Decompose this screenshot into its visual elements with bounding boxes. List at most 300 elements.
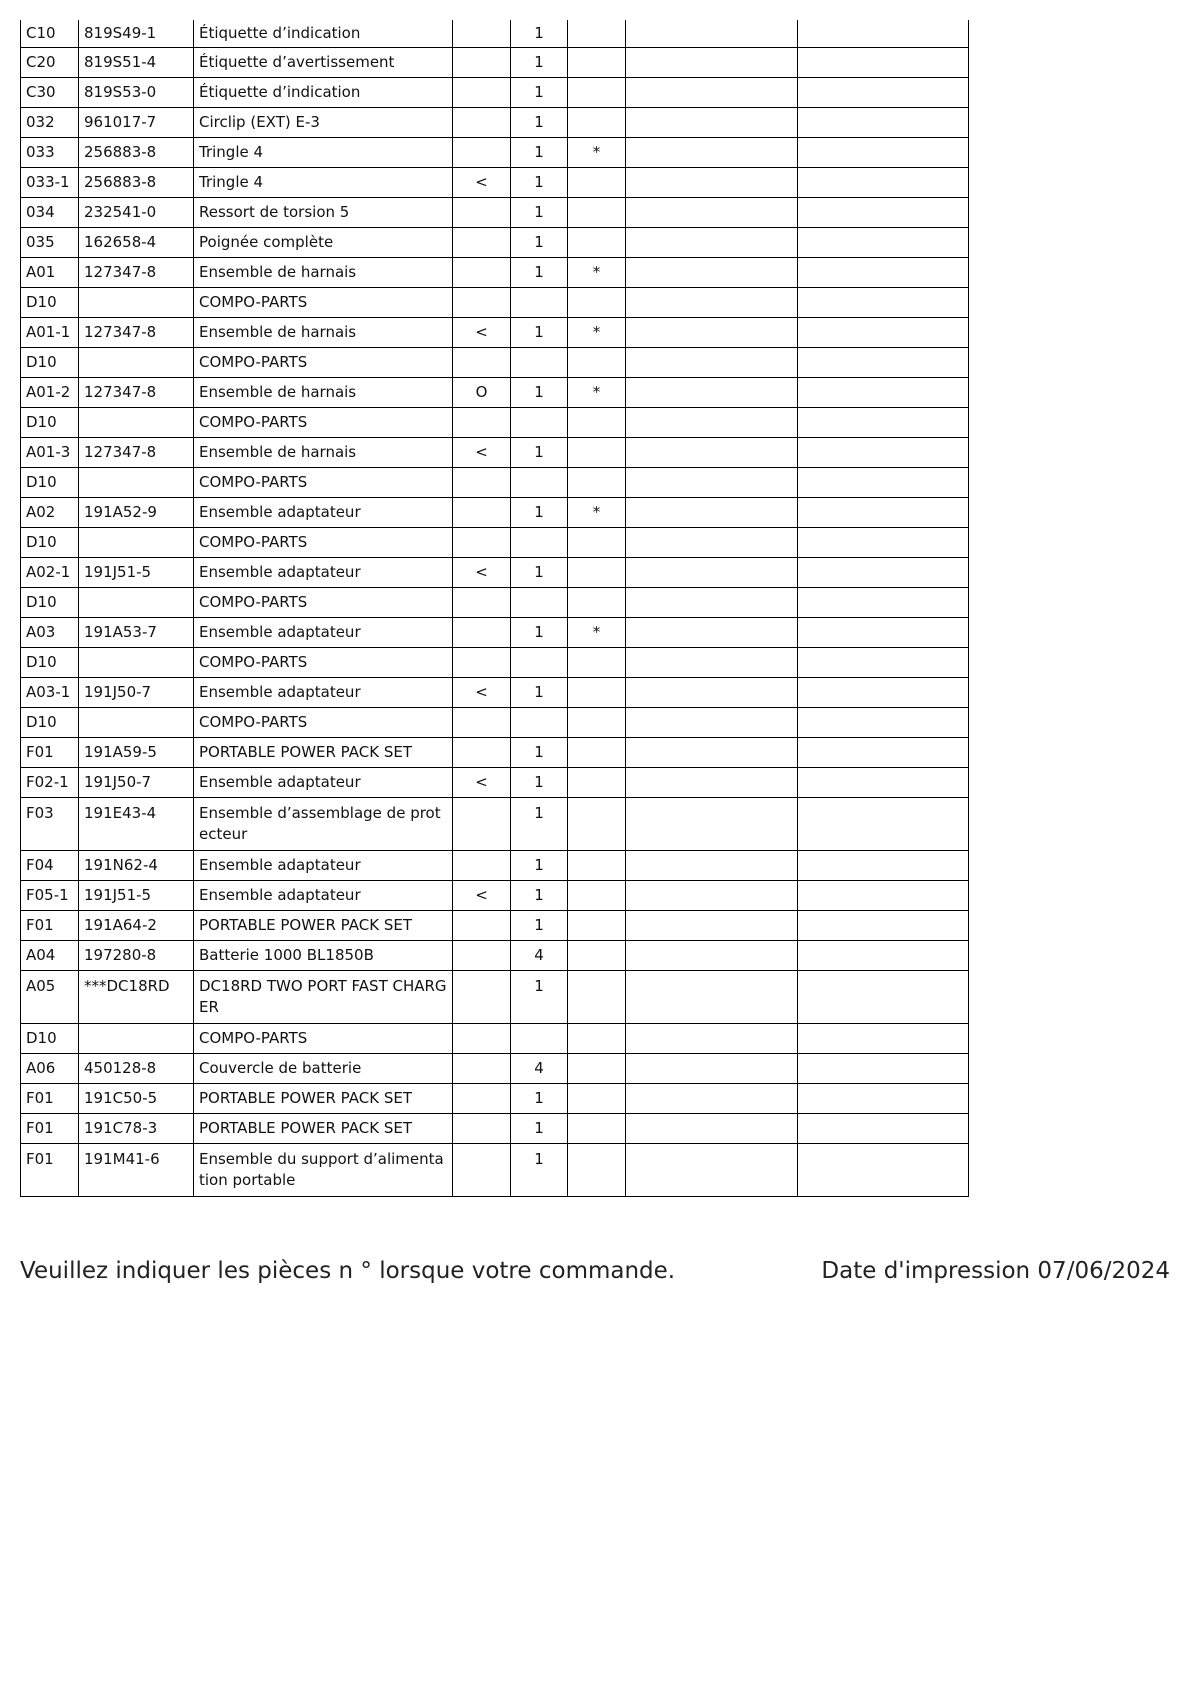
item-number-cell: C20 [21,47,79,77]
item-number-cell: F04 [21,850,79,880]
table-row [21,137,969,167]
part-number-cell [79,1023,194,1053]
item-number-cell: C30 [21,77,79,107]
description-cell: COMPO-PARTS [194,707,453,737]
quantity-cell: 1 [511,797,568,850]
note-cell [568,557,626,587]
description-cell: COMPO-PARTS [194,347,453,377]
note-cell [568,437,626,467]
note-cell: * [568,317,626,347]
description-cell: Couvercle de batterie [194,1053,453,1083]
blank-cell [798,850,969,880]
part-number-cell: 819S53-0 [79,77,194,107]
blank-cell [798,1113,969,1143]
blank-cell [626,910,798,940]
part-number-cell: 197280-8 [79,940,194,970]
blank-cell [626,797,798,850]
item-number-cell: 035 [21,227,79,257]
description-cell: COMPO-PARTS [194,587,453,617]
note-cell [568,1053,626,1083]
note-cell [568,737,626,767]
blank-cell [798,20,969,47]
blank-cell [798,677,969,707]
item-number-cell: D10 [21,287,79,317]
quantity-cell: 1 [511,880,568,910]
blank-cell [798,407,969,437]
blank-cell [626,77,798,107]
description-cell: Ensemble de harnais [194,437,453,467]
mark-cell [453,797,511,850]
mark-cell: O [453,377,511,407]
part-number-cell: 191C50-5 [79,1083,194,1113]
description-cell: Tringle 4 [194,167,453,197]
note-cell [568,970,626,1023]
item-number-cell: A01 [21,257,79,287]
blank-cell [626,197,798,227]
description-cell: COMPO-PARTS [194,467,453,497]
note-cell [568,347,626,377]
blank-cell [626,467,798,497]
blank-cell [626,1053,798,1083]
mark-cell [453,197,511,227]
quantity-cell: 1 [511,227,568,257]
description-cell: Étiquette d’indication [194,77,453,107]
note-cell [568,940,626,970]
blank-cell [798,437,969,467]
blank-cell [626,1113,798,1143]
blank-cell [798,167,969,197]
item-number-cell: A02-1 [21,557,79,587]
part-number-cell [79,407,194,437]
note-cell [568,527,626,557]
note-cell [568,47,626,77]
blank-cell [626,257,798,287]
item-number-cell: 033-1 [21,167,79,197]
blank-cell [626,107,798,137]
part-number-cell: 191J51-5 [79,557,194,587]
description-cell: COMPO-PARTS [194,407,453,437]
part-number-cell: 191J50-7 [79,677,194,707]
table-row [21,377,969,407]
note-cell [568,1113,626,1143]
description-cell: Ensemble adaptateur [194,850,453,880]
table-row [21,970,969,1023]
quantity-cell [511,347,568,377]
table-row [21,107,969,137]
part-number-cell: 191A52-9 [79,497,194,527]
item-number-cell: A04 [21,940,79,970]
item-number-cell: F02-1 [21,767,79,797]
note-cell: * [568,257,626,287]
description-cell: PORTABLE POWER PACK SET [194,737,453,767]
mark-cell [453,47,511,77]
mark-cell [453,77,511,107]
table-row [21,287,969,317]
note-cell [568,467,626,497]
item-number-cell: F05-1 [21,880,79,910]
table-row [21,557,969,587]
note-cell [568,407,626,437]
item-number-cell: A03 [21,617,79,647]
quantity-cell: 1 [511,557,568,587]
note-cell [568,707,626,737]
part-number-cell: 191C78-3 [79,1113,194,1143]
part-number-cell: 127347-8 [79,377,194,407]
note-cell: * [568,377,626,407]
quantity-cell: 1 [511,910,568,940]
part-number-cell: 162658-4 [79,227,194,257]
blank-cell [626,1083,798,1113]
order-notice: Veuillez indiquer les pièces n ° lorsque votre commande. [20,1258,676,1284]
blank-cell [798,107,969,137]
blank-cell [626,527,798,557]
blank-cell [798,467,969,497]
blank-cell [626,880,798,910]
blank-cell [798,47,969,77]
part-number-cell: 127347-8 [79,257,194,287]
quantity-cell [511,407,568,437]
mark-cell: < [453,677,511,707]
mark-cell [453,940,511,970]
part-number-cell [79,647,194,677]
table-row [21,1113,969,1143]
quantity-cell: 1 [511,767,568,797]
quantity-cell: 1 [511,317,568,347]
blank-cell [798,77,969,107]
item-number-cell: D10 [21,707,79,737]
quantity-cell: 1 [511,107,568,137]
mark-cell [453,850,511,880]
table-row [21,1083,969,1113]
blank-cell [626,47,798,77]
table-row [21,47,969,77]
blank-cell [626,617,798,647]
item-number-cell: A01-3 [21,437,79,467]
description-cell: Ensemble adaptateur [194,497,453,527]
part-number-cell: 191A64-2 [79,910,194,940]
mark-cell [453,347,511,377]
description-cell: Étiquette d’indication [194,20,453,47]
part-number-cell: 191J50-7 [79,767,194,797]
blank-cell [626,970,798,1023]
part-number-cell [79,707,194,737]
description-cell: Poignée complète [194,227,453,257]
description-cell: DC18RD TWO PORT FAST CHARGER [194,970,453,1023]
mark-cell [453,137,511,167]
quantity-cell: 1 [511,77,568,107]
blank-cell [798,527,969,557]
blank-cell [798,257,969,287]
part-number-cell: 232541-0 [79,197,194,227]
mark-cell: < [453,317,511,347]
item-number-cell: A06 [21,1053,79,1083]
table-row [21,1053,969,1083]
item-number-cell: F01 [21,737,79,767]
blank-cell [626,227,798,257]
blank-cell [626,287,798,317]
table-row [21,880,969,910]
blank-cell [626,317,798,347]
table-row [21,437,969,467]
item-number-cell: A05 [21,970,79,1023]
quantity-cell: 4 [511,1053,568,1083]
part-number-cell: 191A59-5 [79,737,194,767]
mark-cell [453,910,511,940]
table-row [21,317,969,347]
table-row [21,77,969,107]
part-number-cell: 127347-8 [79,317,194,347]
item-number-cell: D10 [21,587,79,617]
mark-cell [453,407,511,437]
part-number-cell: 191J51-5 [79,880,194,910]
table-row [21,527,969,557]
table-row [21,1143,969,1196]
mark-cell [453,617,511,647]
mark-cell [453,1083,511,1113]
mark-cell [453,497,511,527]
description-cell: Ensemble du support d’alimentation portable [194,1143,453,1196]
note-cell [568,880,626,910]
table-row [21,797,969,850]
part-number-cell [79,287,194,317]
part-number-cell: 819S49-1 [79,20,194,47]
table-row [21,1023,969,1053]
blank-cell [626,497,798,527]
description-cell: Ensemble de harnais [194,317,453,347]
item-number-cell: F01 [21,1143,79,1196]
mark-cell [453,587,511,617]
table-row [21,940,969,970]
note-cell [568,647,626,677]
mark-cell [453,737,511,767]
blank-cell [798,970,969,1023]
blank-cell [626,677,798,707]
mark-cell [453,257,511,287]
item-number-cell: A01-1 [21,317,79,347]
quantity-cell [511,467,568,497]
table-row [21,707,969,737]
note-cell [568,287,626,317]
quantity-cell: 1 [511,47,568,77]
table-row [21,737,969,767]
table-row [21,347,969,377]
note-cell [568,1143,626,1196]
blank-cell [626,850,798,880]
item-number-cell: F03 [21,797,79,850]
item-number-cell: D10 [21,647,79,677]
quantity-cell: 1 [511,617,568,647]
mark-cell: < [453,767,511,797]
part-number-cell: 961017-7 [79,107,194,137]
item-number-cell: A03-1 [21,677,79,707]
quantity-cell: 1 [511,737,568,767]
description-cell: Tringle 4 [194,137,453,167]
description-cell: Ensemble adaptateur [194,617,453,647]
note-cell [568,77,626,107]
blank-cell [798,1053,969,1083]
part-number-cell: 819S51-4 [79,47,194,77]
part-number-cell: 191A53-7 [79,617,194,647]
quantity-cell [511,707,568,737]
description-cell: Ensemble d’assemblage de protecteur [194,797,453,850]
blank-cell [626,940,798,970]
blank-cell [798,880,969,910]
quantity-cell: 1 [511,1113,568,1143]
blank-cell [626,437,798,467]
item-number-cell: D10 [21,407,79,437]
item-number-cell: D10 [21,347,79,377]
note-cell: * [568,497,626,527]
note-cell [568,850,626,880]
table-row [21,617,969,647]
note-cell [568,107,626,137]
note-cell [568,910,626,940]
description-cell: Ensemble de harnais [194,257,453,287]
part-number-cell: 127347-8 [79,437,194,467]
quantity-cell [511,1023,568,1053]
quantity-cell: 4 [511,940,568,970]
quantity-cell: 1 [511,970,568,1023]
note-cell [568,677,626,707]
blank-cell [798,287,969,317]
note-cell [568,1083,626,1113]
quantity-cell: 1 [511,1083,568,1113]
part-number-cell [79,467,194,497]
description-cell: Ensemble de harnais [194,377,453,407]
part-number-cell: 256883-8 [79,137,194,167]
part-number-cell [79,587,194,617]
quantity-cell [511,587,568,617]
mark-cell [453,970,511,1023]
blank-cell [798,557,969,587]
blank-cell [626,167,798,197]
description-cell: Batterie 1000 BL1850B [194,940,453,970]
description-cell: Ensemble adaptateur [194,767,453,797]
description-cell: Ensemble adaptateur [194,677,453,707]
table-row [21,197,969,227]
blank-cell [626,647,798,677]
blank-cell [798,617,969,647]
description-cell: Étiquette d’avertissement [194,47,453,77]
blank-cell [798,910,969,940]
description-cell: Ensemble adaptateur [194,880,453,910]
item-number-cell: D10 [21,1023,79,1053]
blank-cell [798,1083,969,1113]
description-cell: PORTABLE POWER PACK SET [194,1083,453,1113]
note-cell: * [568,617,626,647]
blank-cell [798,1143,969,1196]
blank-cell [626,347,798,377]
item-number-cell: D10 [21,467,79,497]
item-number-cell: F01 [21,1113,79,1143]
quantity-cell: 1 [511,20,568,47]
blank-cell [626,587,798,617]
table-row [21,497,969,527]
mark-cell [453,647,511,677]
description-cell: COMPO-PARTS [194,287,453,317]
item-number-cell: 034 [21,197,79,227]
part-number-cell: 191M41-6 [79,1143,194,1196]
mark-cell [453,20,511,47]
blank-cell [626,767,798,797]
table-row [21,407,969,437]
blank-cell [626,377,798,407]
blank-cell [626,20,798,47]
description-cell: Circlip (EXT) E-3 [194,107,453,137]
mark-cell [453,287,511,317]
table-row [21,20,969,47]
mark-cell [453,107,511,137]
mark-cell [453,1023,511,1053]
blank-cell [798,940,969,970]
item-number-cell: C10 [21,20,79,47]
mark-cell [453,527,511,557]
item-number-cell: 033 [21,137,79,167]
mark-cell: < [453,557,511,587]
note-cell [568,767,626,797]
part-number-cell: 450128-8 [79,1053,194,1083]
table-row [21,850,969,880]
note-cell [568,227,626,257]
blank-cell [798,647,969,677]
part-number-cell: ***DC18RD [79,970,194,1023]
description-cell: PORTABLE POWER PACK SET [194,1113,453,1143]
quantity-cell: 1 [511,497,568,527]
description-cell: PORTABLE POWER PACK SET [194,910,453,940]
description-cell: Ensemble adaptateur [194,557,453,587]
mark-cell [453,1143,511,1196]
table-row [21,257,969,287]
blank-cell [798,767,969,797]
parts-table-body [21,20,969,1196]
part-number-cell: 256883-8 [79,167,194,197]
quantity-cell [511,287,568,317]
description-cell: COMPO-PARTS [194,1023,453,1053]
item-number-cell: A01-2 [21,377,79,407]
table-row [21,227,969,257]
print-date: Date d'impression 07/06/2024 [821,1258,1170,1284]
blank-cell [626,1143,798,1196]
note-cell [568,1023,626,1053]
mark-cell [453,1113,511,1143]
item-number-cell: F01 [21,910,79,940]
note-cell: * [568,137,626,167]
blank-cell [798,737,969,767]
quantity-cell: 1 [511,377,568,407]
blank-cell [798,497,969,527]
part-number-cell [79,347,194,377]
blank-cell [798,137,969,167]
note-cell [568,797,626,850]
blank-cell [626,1023,798,1053]
table-row [21,767,969,797]
blank-cell [798,707,969,737]
parts-table [20,20,969,1197]
item-number-cell: 032 [21,107,79,137]
note-cell [568,587,626,617]
blank-cell [626,557,798,587]
mark-cell [453,707,511,737]
table-row [21,677,969,707]
note-cell [568,197,626,227]
blank-cell [626,137,798,167]
part-number-cell: 191N62-4 [79,850,194,880]
item-number-cell: F01 [21,1083,79,1113]
mark-cell: < [453,437,511,467]
blank-cell [626,707,798,737]
item-number-cell: A02 [21,497,79,527]
blank-cell [798,347,969,377]
